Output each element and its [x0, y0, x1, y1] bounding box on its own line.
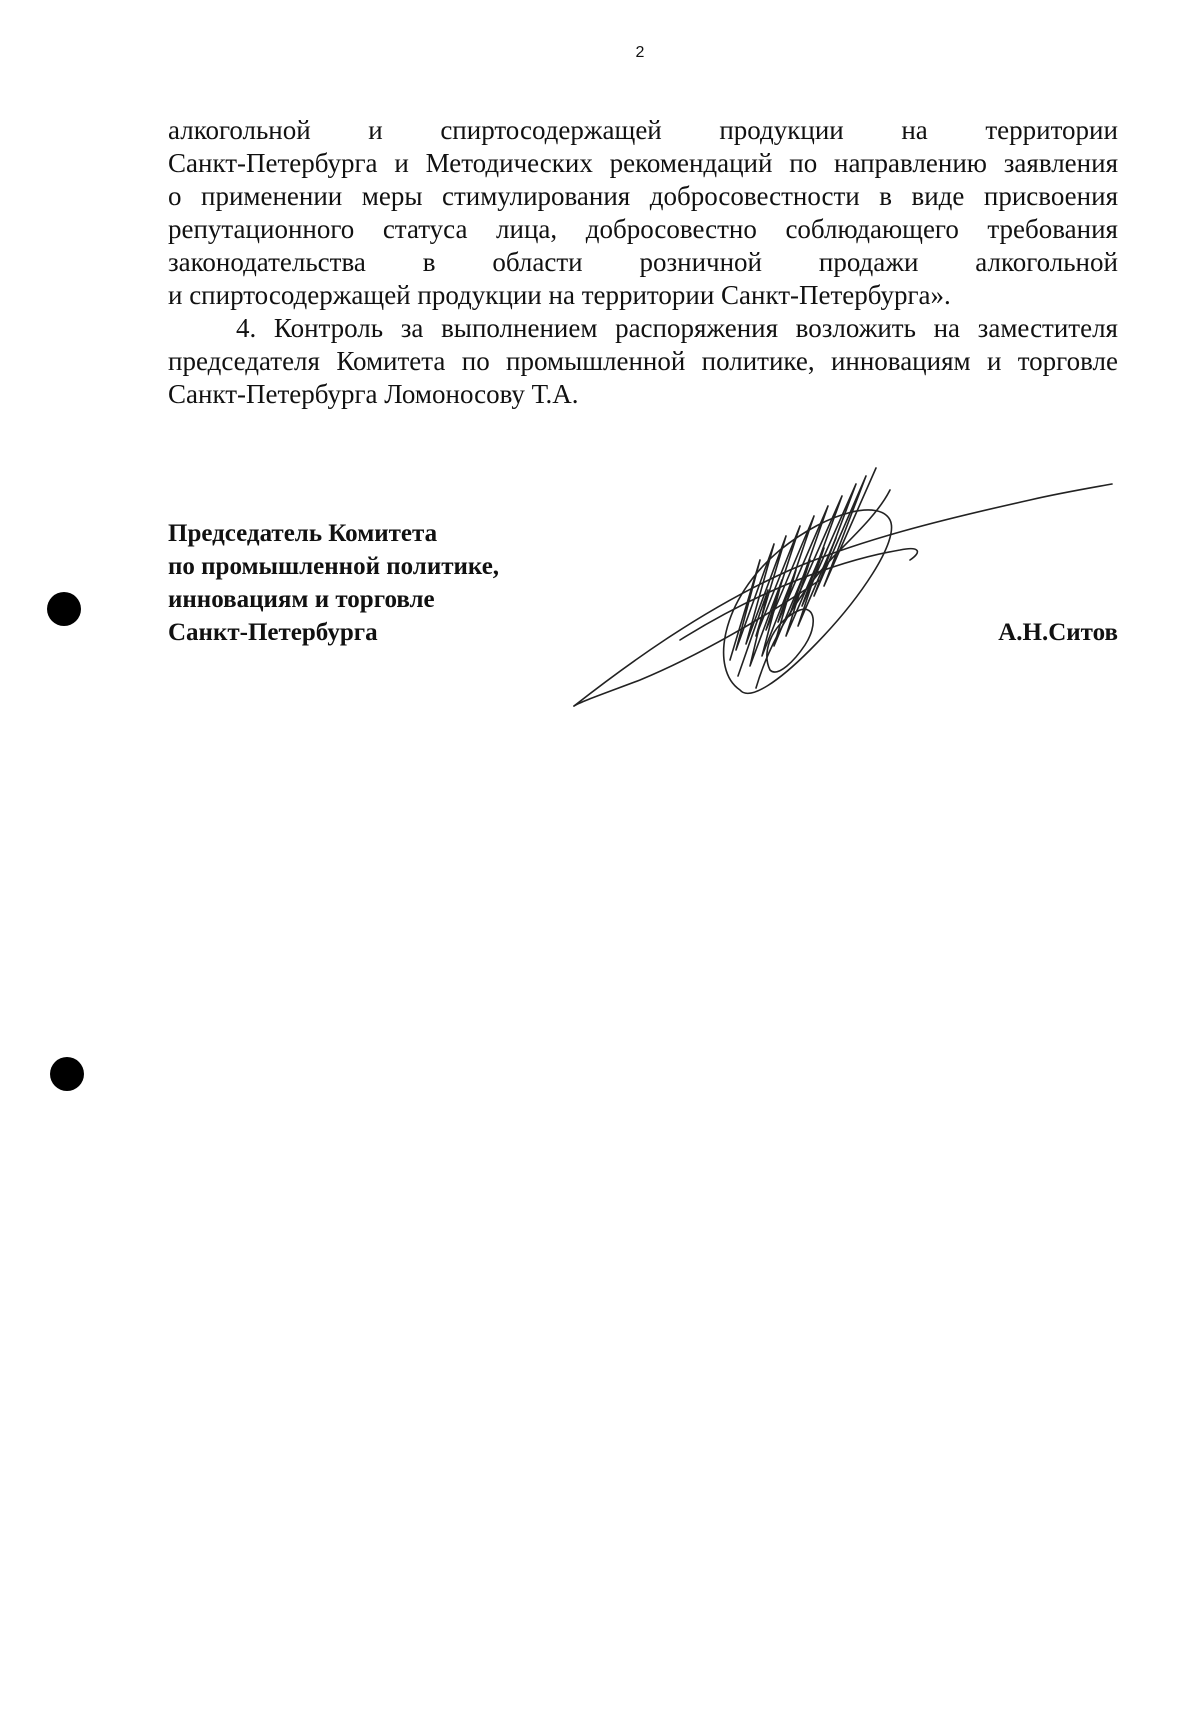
word: соблюдающего [785, 214, 959, 244]
word: присвоения [983, 181, 1118, 211]
word: лица, [496, 214, 558, 244]
text-line-last: и спиртосодержащей продукции на территории Санкт-Петербурга». [168, 280, 951, 310]
word: на [933, 313, 961, 343]
word: законодательства [168, 247, 366, 277]
signatory-title-line: инновациям и торговле [168, 586, 435, 613]
word: рекомендаций [609, 148, 773, 178]
word: председателя [168, 346, 320, 376]
signatory-title-line: по промышленной политике, [168, 553, 500, 580]
word: алкогольной [168, 115, 311, 145]
item-4-paragraph [168, 312, 1118, 411]
text-line [168, 213, 1118, 246]
word: Санкт-Петербурга [168, 148, 378, 178]
signatory-title-line: Санкт-Петербурга [168, 619, 378, 646]
handwritten-signature [560, 440, 1120, 720]
word: продукции [719, 115, 844, 145]
document-body [168, 114, 1118, 411]
text-line [168, 147, 1118, 180]
word: и [368, 115, 383, 145]
word: инновациям [830, 346, 971, 376]
word: Контроль [273, 313, 384, 343]
text-line [168, 345, 1118, 378]
text-line [168, 114, 1118, 147]
word: в [879, 181, 892, 211]
word: распоряжения [615, 313, 779, 343]
word: промышленной [506, 346, 686, 376]
word: и [986, 346, 1002, 376]
word: по [789, 148, 818, 178]
text-line [168, 180, 1118, 213]
word: в [422, 247, 436, 277]
word: спиртосодержащей [440, 115, 662, 145]
text-line [168, 312, 1118, 345]
word: территории [985, 115, 1118, 145]
word: продажи [818, 247, 919, 277]
word: алкогольной [975, 247, 1118, 277]
word: Методических [425, 148, 593, 178]
word: статуса [382, 214, 468, 244]
punch-hole [50, 1057, 84, 1091]
word: Комитета [336, 346, 446, 376]
word: требования [987, 214, 1118, 244]
word: за [400, 313, 424, 343]
word: направлению [834, 148, 987, 178]
word: выполнением [441, 313, 598, 343]
word: политике, [701, 346, 815, 376]
text-line-last: Санкт-Петербурга Ломоносову Т.А. [168, 379, 579, 409]
word: виде [911, 181, 965, 211]
word: добросовестности [649, 181, 860, 211]
word: области [492, 247, 583, 277]
punch-hole [47, 592, 81, 626]
word: заместителя [977, 313, 1118, 343]
word: меры [361, 181, 423, 211]
word: торговле [1017, 346, 1118, 376]
word: 4. [236, 313, 257, 343]
signatory-name: А.Н.Ситов [998, 619, 1118, 646]
word: стимулирования [441, 181, 631, 211]
word: по [461, 346, 490, 376]
word: розничной [639, 247, 763, 277]
signatory-title [168, 517, 618, 649]
word: возложить [795, 313, 916, 343]
word: добросовестно [585, 214, 757, 244]
text-line [168, 246, 1118, 279]
word: о [168, 181, 182, 211]
word: применении [201, 181, 343, 211]
word: и [394, 148, 409, 178]
word: на [901, 115, 928, 145]
signature-strokes [574, 468, 1112, 706]
signatory-title-line: Председатель Комитета [168, 520, 438, 547]
page-number: 2 [635, 44, 645, 61]
word: репутационного [168, 214, 355, 244]
paragraph-continuation [168, 114, 1118, 312]
word: заявления [1003, 148, 1118, 178]
